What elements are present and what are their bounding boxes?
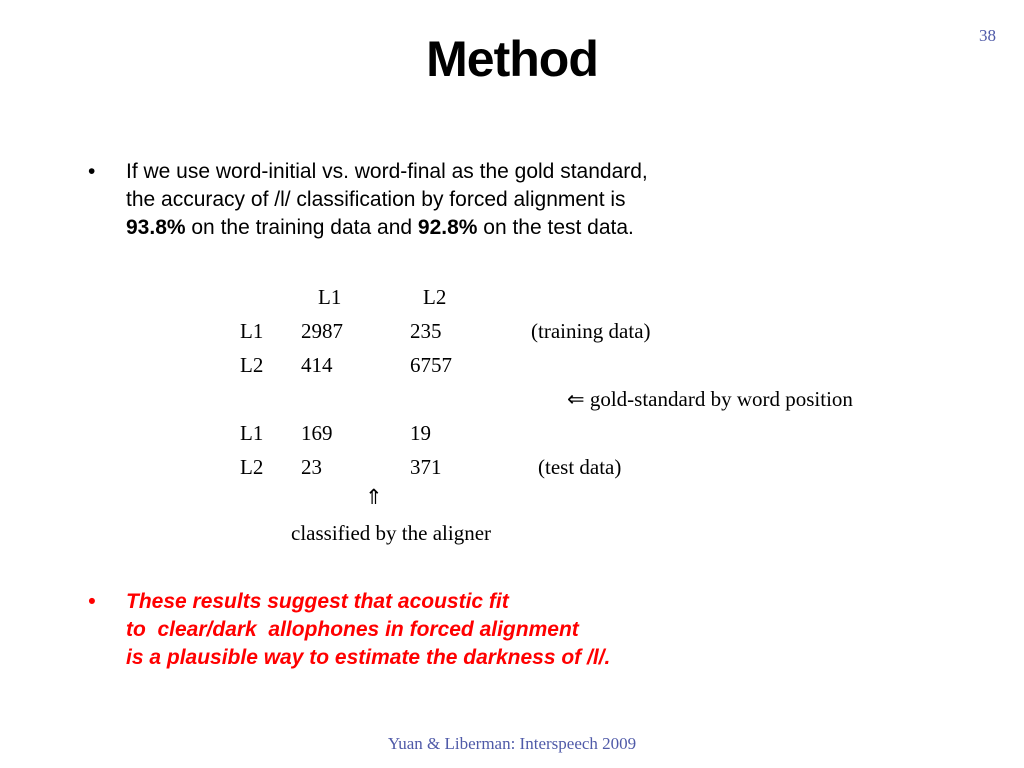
- row-label: L1: [240, 421, 264, 445]
- slide-number: 38: [979, 26, 996, 45]
- matrix-cell: 371: [410, 455, 442, 479]
- matrix-cell: 169: [301, 421, 333, 445]
- bullet-text-part: on the training data and: [185, 216, 418, 239]
- matrix-cell: 23: [301, 455, 322, 479]
- bullet-marker: •: [88, 160, 96, 183]
- training-data-label: (training data): [531, 319, 651, 343]
- bullet-conclusion: [0, 588, 1024, 678]
- bullet-text-part: on the test data.: [477, 216, 634, 239]
- bullet-marker: •: [88, 590, 96, 613]
- footer-citation: Yuan & Liberman: Interspeech 2009: [387, 734, 637, 753]
- classified-by-aligner-note: classified by the aligner: [291, 521, 492, 545]
- bullet-text: [126, 588, 826, 672]
- bullet-line: If we use word-initial vs. word-final as the gold standard,: [126, 160, 648, 183]
- bullet-line: is a plausible way to estimate the darkness of /l/.: [126, 646, 611, 669]
- bullet-line: [126, 214, 826, 242]
- slide-title: Method: [426, 31, 598, 87]
- row-label: L1: [240, 319, 264, 343]
- matrix-cell: 235: [410, 319, 442, 343]
- bullet-accuracy: [0, 158, 1024, 248]
- bullet-line: These results suggest that acoustic fit: [126, 590, 509, 613]
- matrix-cell: 414: [301, 353, 333, 377]
- matrix-cell: 6757: [410, 353, 452, 377]
- matrix-cell: 19: [410, 421, 431, 445]
- gold-standard-note: ⇐ gold-standard by word position: [567, 387, 853, 411]
- test-data-label: (test data): [538, 455, 622, 479]
- bullet-line: to clear/dark allophones in forced alignment: [126, 618, 579, 641]
- col-header-l1: L1: [318, 285, 342, 309]
- row-label: L2: [240, 353, 264, 377]
- training-accuracy: 93.8%: [126, 216, 186, 239]
- bullet-line: the accuracy of /l/ classification by forced alignment is: [126, 188, 626, 211]
- col-header-l2: L2: [423, 285, 447, 309]
- test-accuracy: 92.8%: [417, 216, 478, 239]
- up-arrow-icon: ⇑: [365, 485, 383, 509]
- row-label: L2: [240, 455, 264, 479]
- bullet-text: [126, 158, 826, 242]
- matrix-cell: 2987: [301, 319, 343, 343]
